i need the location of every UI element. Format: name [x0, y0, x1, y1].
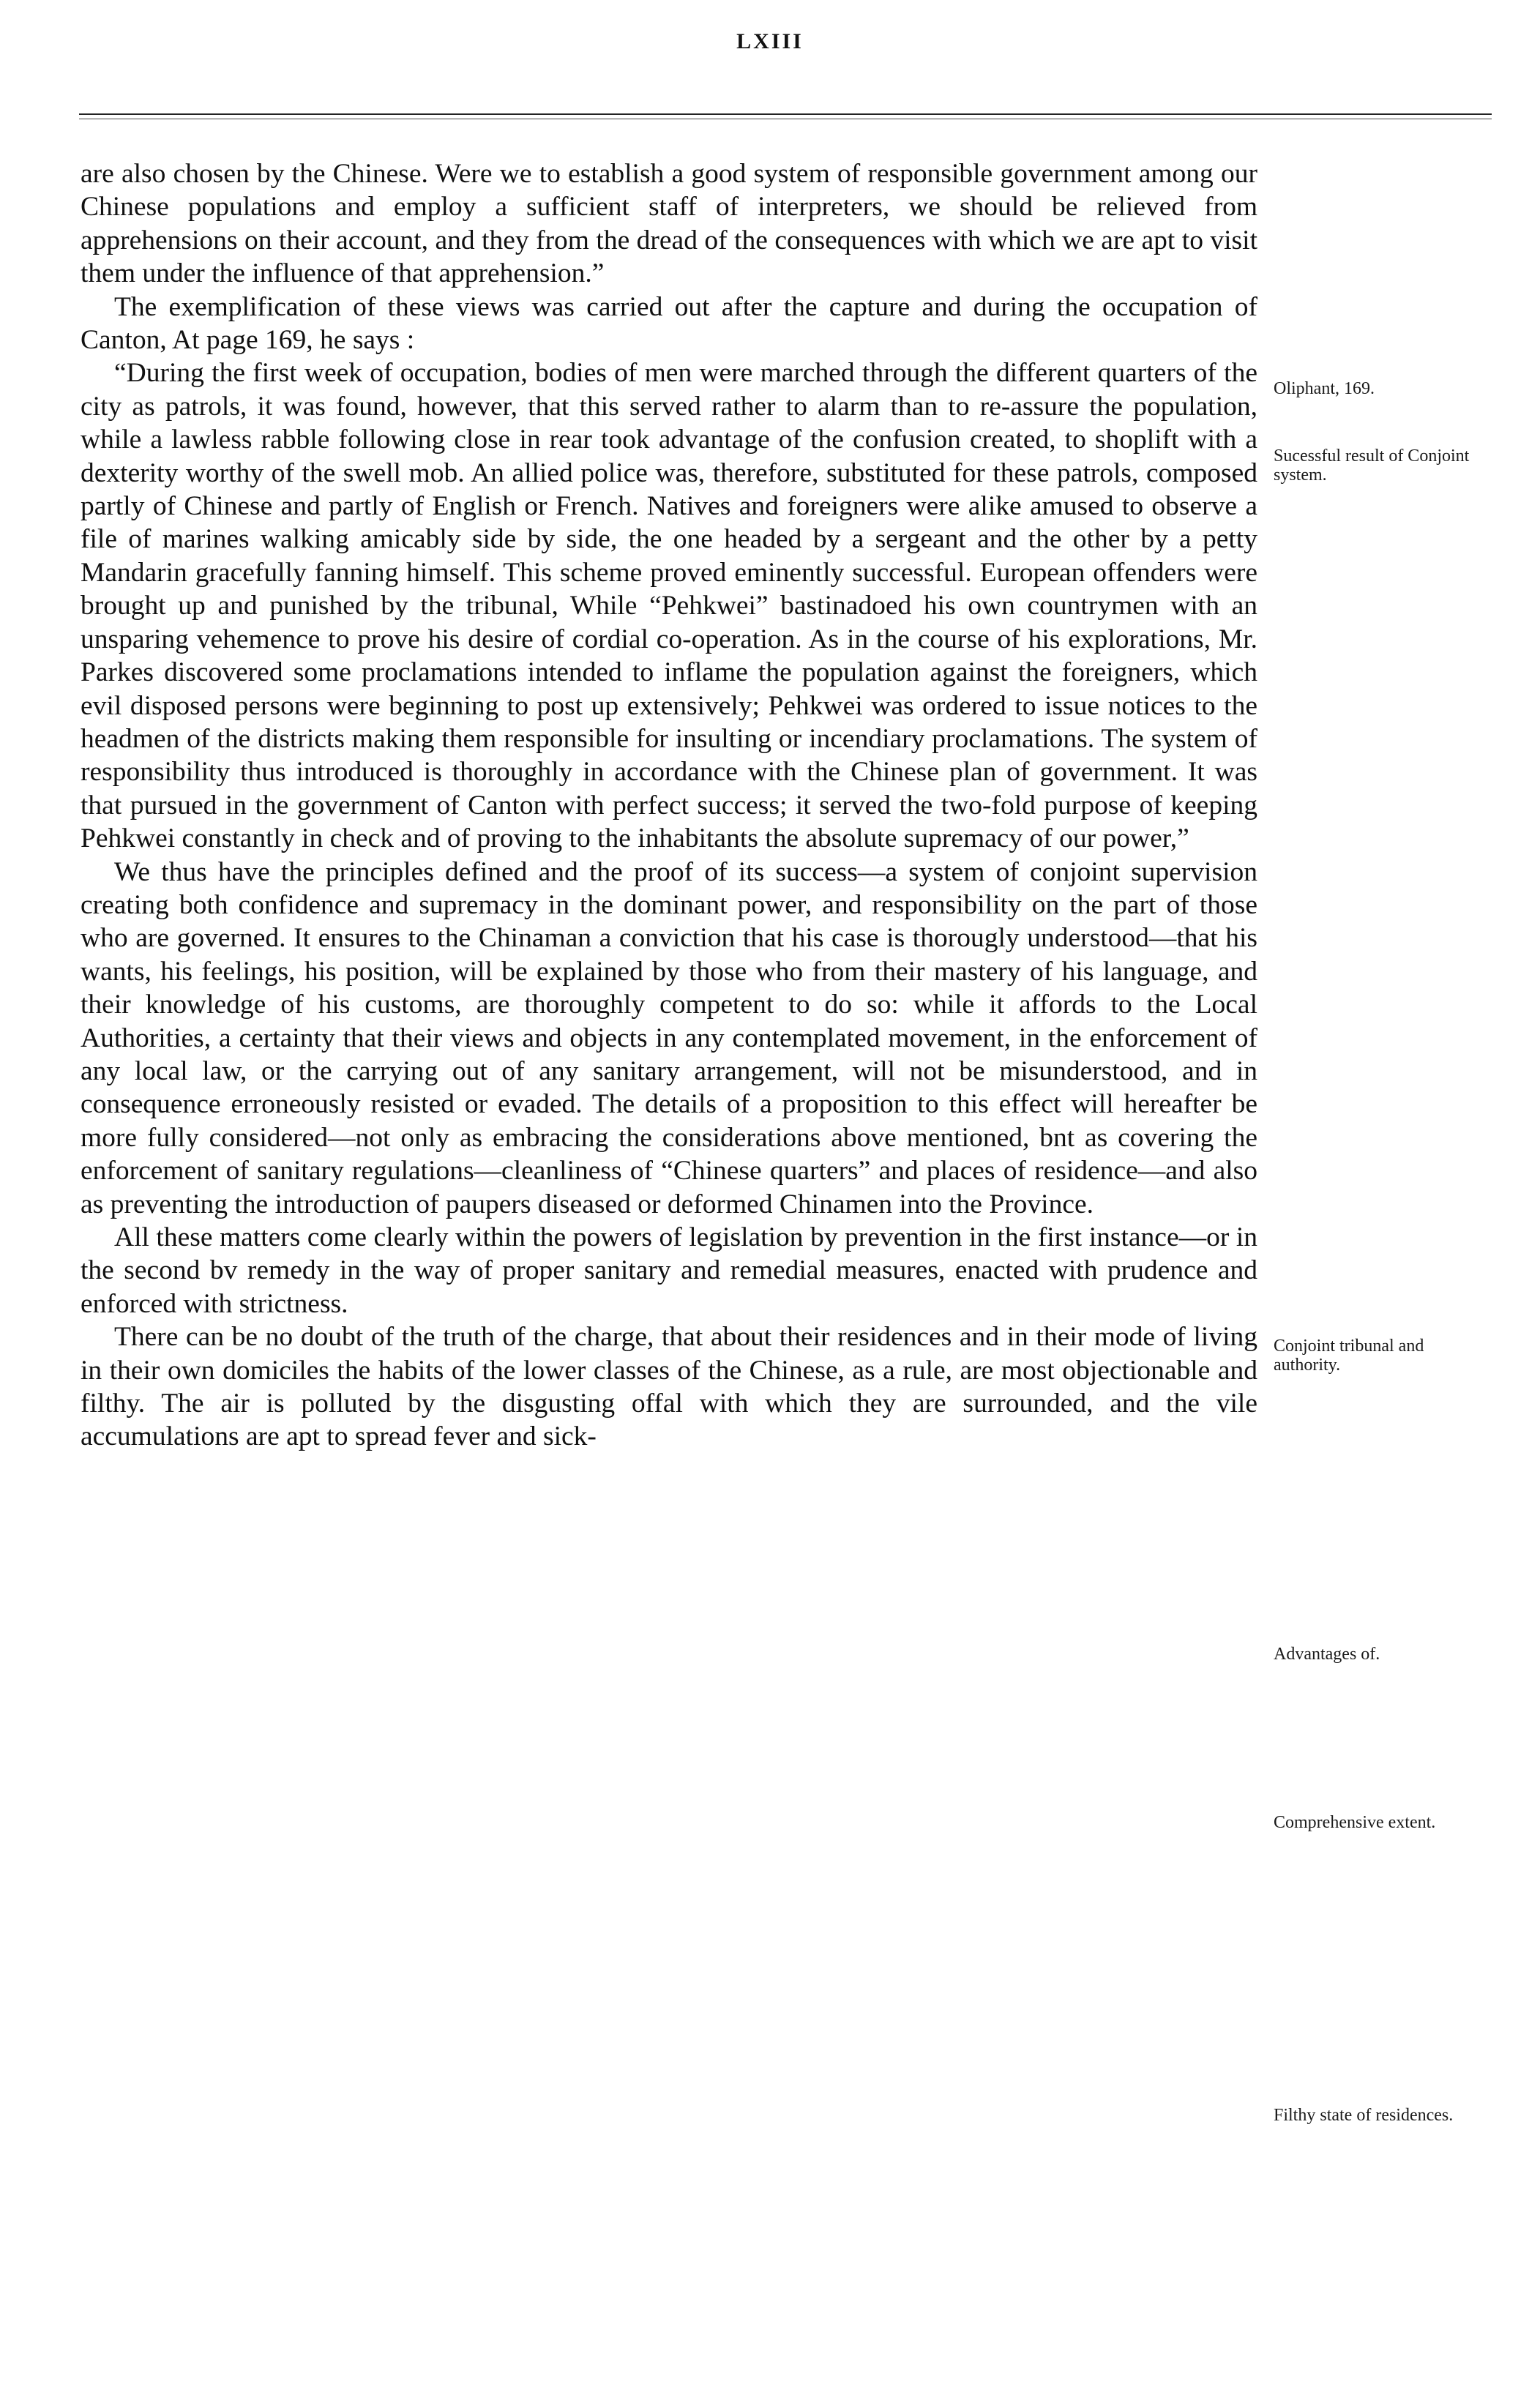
margin-note-oliphant: Oliphant, 169.: [1274, 379, 1375, 398]
paragraph-2: The exemplification of these views was carried out after the capture and during the occupation of Canton, At page 169, he says :: [81, 291, 1257, 356]
margin-note-comprehensive-extent: Comprehensive extent.: [1274, 1813, 1436, 1832]
body-text: [81, 157, 1257, 1454]
header-rule: [79, 113, 1492, 115]
paragraph-4: We thus have the principles defined and the proof of its success—a system of conjoint supervision creating both confidence and supremacy in the dominant power, and responsibility on the part of those who are governed. It ensures to the Chinaman a conviction that his case is thorougly understood—that his wants, his feelings, his position, will be explained by those who from their mastery of his language, and their knowledge of his customs, are thoroughly competent to do so: while it affords to the Local Authorities, a certainty that their views and objects in any contemplated movement, in the enforcement of any local law, or the carrying out of any sanitary arrangement, will not be misunderstood, and in consequence erroneously resisted or evaded. The details of a proposition to this effect will hereafter be more fully considered—not only as embracing the considerations above mentioned, bnt as covering the enforcement of sanitary regulations—cleanliness of “Chinese quarters” and places of residence—and also as preventing the introduction of paupers diseased or deformed Chinamen into the Province.: [81, 856, 1257, 1219]
paragraph-3-quotation: “During the first week of occupation, bodies of men were marched through the different quarters of the city as patrols, it was found, however, that this served rather to alarm than to re-assure the population, while a lawless rabble following close in rear took advantage of the confusion created, to shoplift with a dexterity worthy of the swell mob. An allied police was, therefore, substituted for these patrols, composed partly of Chinese and partly of English or French. Natives and foreigners were alike amused to observe a file of marines walking amicably side by side, the one headed by a sergeant and the other by a petty Mandarin gracefully fanning himself. This scheme proved eminently successful. European offenders were brought up and punished by the tribunal, While “Pehkwei” bastinadoed his own countrymen with an unsparing vehemence to prove his desire of cordial co-operation. As in the course of his explorations, Mr. Parkes discovered some proclamations intended to inflame the population against the foreigners, which evil disposed persons were beginning to post up extensively; Pehkwei was ordered to issue notices to the headmen of the districts making them responsible for insulting or incendiary proclamations. The system of responsibility thus introduced is thoroughly in accordance with the Chinese plan of government. It was that pursued in the government of Canton with perfect success; it served the two-fold purpose of keeping Pehkwei constantly in check and of proving to the inhabitants the absolute supremacy of our power,”: [81, 358, 1257, 854]
margin-note-advantages: Advantages of.: [1274, 1645, 1380, 1664]
paragraph-5: All these matters come clearly within the powers of legislation by prevention in the first instance—or in the second bv remedy in the way of proper sanitary and remedial measures, enacted with prudence and enforced with strictness.: [81, 1222, 1257, 1319]
page-number: LXIII: [736, 29, 804, 53]
margin-note-successful-result: Sucessful result of Conjoint system.: [1274, 446, 1470, 485]
paragraph-6: There can be no doubt of the truth of the charge, that about their residences and in their mode of living in their own domiciles the habits of the lower classes of the Chinese, as a rule, are most objectionable and filthy. The air is polluted by the disgusting offal with which they are surrounded, and the vile accumulations are apt to spread fever and sick-: [81, 1322, 1257, 1452]
margin-note-filthy-state: Filthy state of residences.: [1274, 2106, 1454, 2125]
paragraph-1: are also chosen by the Chinese. Were we to establish a good system of responsible government among our Chinese populations and employ a sufficient staff of interpreters, we should be relieved from apprehensions on their account, and they from the dread of the consequences with which we are apt to visit them under the influence of that apprehension.”: [81, 159, 1257, 289]
margin-note-conjoint-tribunal: Conjoint tribunal and authority.: [1274, 1337, 1424, 1375]
